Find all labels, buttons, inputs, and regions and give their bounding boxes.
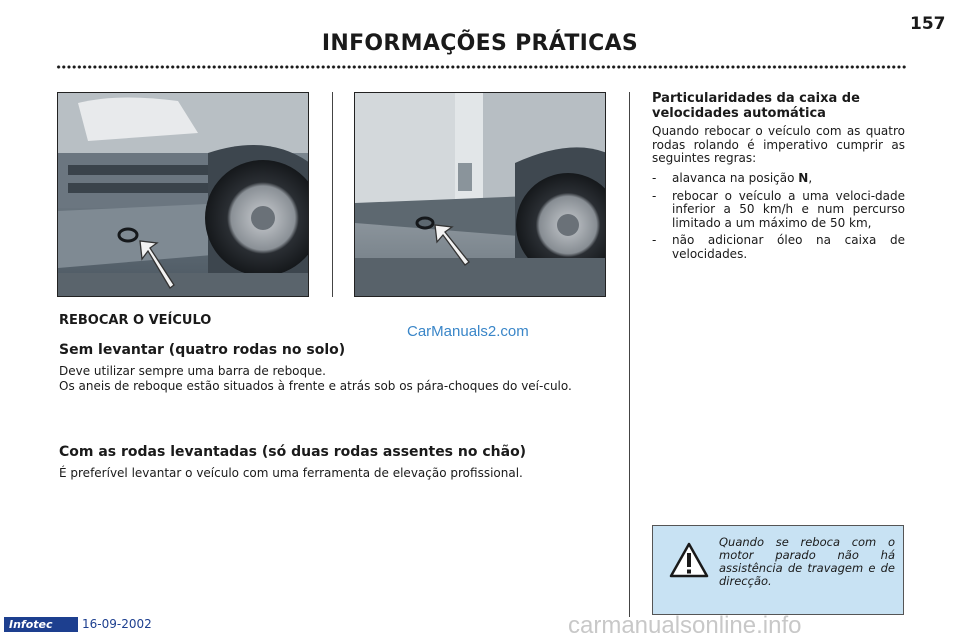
- list-item: - rebocar o veículo a uma veloci-dade inferior a 50 km/h e num percurso limitado a um máximo de 50 km,: [652, 188, 905, 230]
- paragraph-lifting: É preferível levantar o veículo com uma ferramenta de elevação profissional.: [59, 466, 523, 480]
- footer-site-watermark: carmanualsonline.info: [568, 612, 802, 639]
- gearbox-rules-list: [652, 172, 905, 265]
- subheading-four-wheels: Sem levantar (quatro rodas no solo): [59, 342, 346, 358]
- list-item: - alavanca na posição N,: [652, 171, 813, 185]
- photo-rear-towing-eye: [354, 92, 606, 297]
- footer-date: 16-09-2002: [82, 617, 152, 631]
- page-title: INFORMAÇÕES PRÁTICAS: [321, 31, 639, 56]
- photo-front-towing-eye: [57, 92, 309, 297]
- warning-triangle-icon: [669, 542, 709, 578]
- heading-automatic-gearbox: Particularidades da caixa de velocidades automática: [652, 91, 860, 121]
- paragraph-towing-rings: Os aneis de reboque estão situados à frente e atrás sob os pára-choques do veí-culo.: [59, 379, 572, 393]
- subheading-two-wheels: Com as rodas levantadas (só duas rodas assentes no chão): [59, 444, 527, 460]
- section-heading-towing: REBOCAR O VEÍCULO: [59, 313, 212, 328]
- infotec-logo: Infotec: [4, 617, 78, 632]
- page-number: 157: [910, 14, 946, 34]
- warning-text: Quando se reboca com o motor parado não há assistência de travagem e de direcção.: [719, 535, 895, 588]
- paragraph-tow-bar: Deve utilizar sempre uma barra de reboque.: [59, 364, 326, 378]
- paragraph-gearbox-intro: Quando rebocar o veículo com as quatro rodas rolando é imperativo cumprir as seguintes regras:: [652, 124, 905, 165]
- warning-box: [652, 525, 904, 615]
- column-divider: [629, 92, 630, 617]
- list-item: - não adicionar óleo na caixa de velocidades.: [652, 233, 905, 261]
- column-divider: [332, 92, 333, 297]
- watermark-text: CarManuals2.com: [407, 323, 529, 340]
- dotted-divider: [56, 64, 906, 70]
